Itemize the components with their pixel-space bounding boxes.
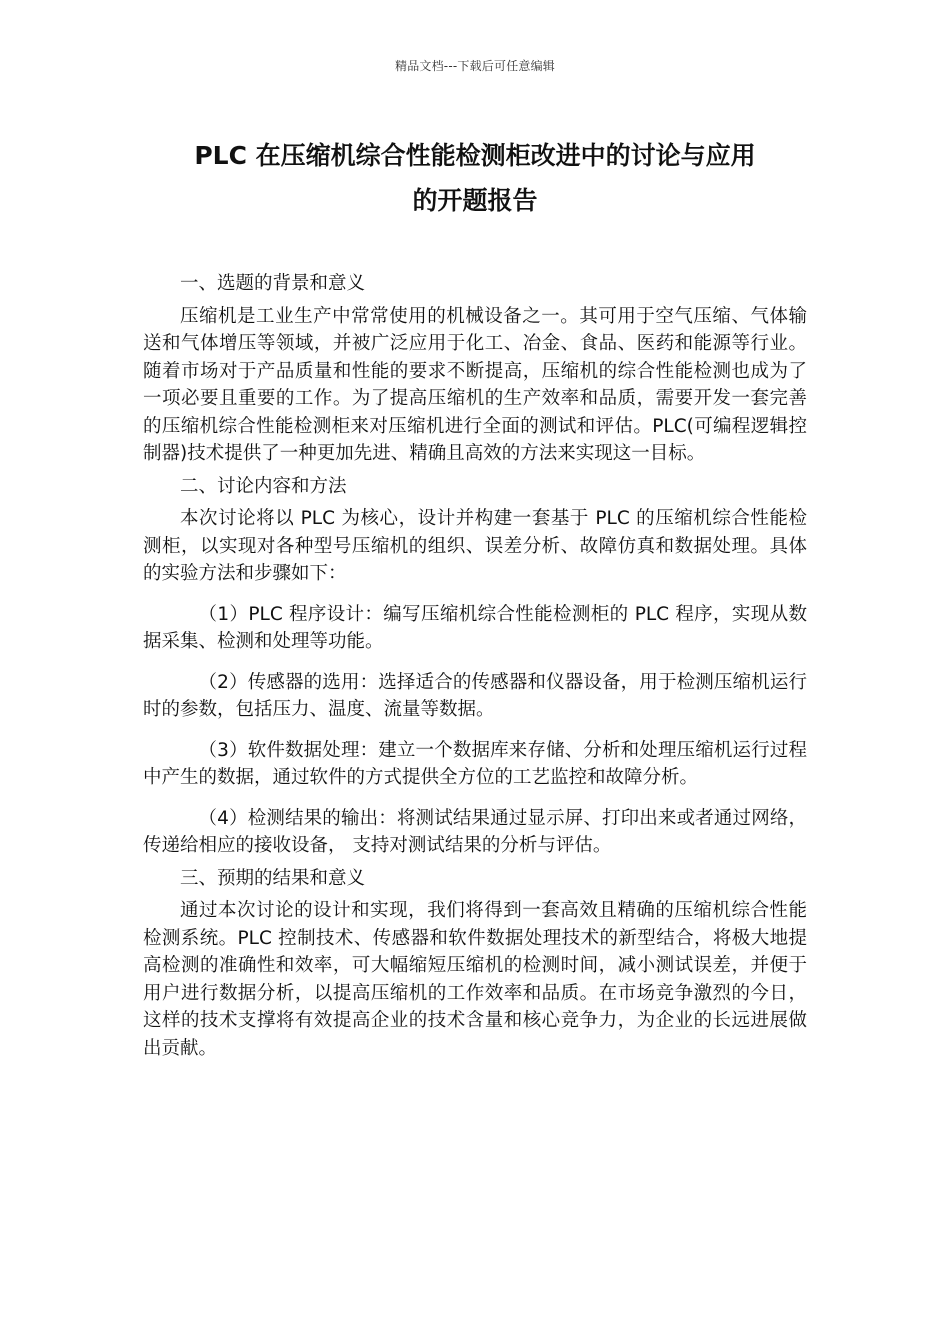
page-title [140, 133, 810, 223]
section-2-paragraph: 本次讨论将以 PLC 为核心，设计并构建一套基于 PLC 的压缩机综合性能检测柜，以实现对各种型号压缩机的组织、误差分析、故障仿真和数据处理。具体的实验方法和步骤如下： [143, 508, 807, 584]
step-2: （2）传感器的选用：选择适合的传感器和仪器设备，用于检测压缩机运行时的参数，包括压力、温度、流量等数据。 [143, 671, 807, 720]
document-body [143, 270, 807, 1067]
section-1-heading: 一、选题的背景和意义 [180, 273, 366, 294]
step-4: （4）检测结果的输出：将测试结果通过显示屏、打印出来或者通过网络，传递给相应的接收设备， 支持对测试结果的分析与评估。 [143, 807, 807, 856]
title-line-1: PLC 在压缩机综合性能检测柜改进中的讨论与应用 [194, 141, 756, 170]
header-note: 精品文档---下载后可任意编辑 [395, 59, 555, 73]
section-3-heading: 三、预期的结果和意义 [180, 867, 366, 889]
section-1-paragraph: 压缩机是工业生产中常常使用的机械设备之一。其可用于空气压缩、气体输送和气体增压等领域，并被广泛应用于化工、冶金、食品、医药和能源等行业。随着市场对于产品质量和性能的要求不断提高，压缩机的综合性能检测也成为了一项必要且重要的工作。为了提高压缩机的生产效率和品质，需要开发一套完善的压缩机综合性能检测柜来对压缩机进行全面的测试和评估。PLC(可编程逻辑控制器)技术提供了一种更加先进、精确且高效的方法来实现这一目标。 [143, 305, 807, 464]
step-1: （1）PLC 程序设计：编写压缩机综合性能检测柜的 PLC 程序，实现从数据采集、检测和处理等功能。 [143, 603, 807, 652]
section-2-heading: 二、讨论内容和方法 [180, 475, 347, 497]
title-line-2: 的开题报告 [412, 186, 538, 215]
section-3-paragraph: 通过本次讨论的设计和实现，我们将得到一套高效且精确的压缩机综合性能检测系统。PLC 控制技术、传感器和软件数据处理技术的新型结合，将极大地提高检测的准确性和效率，可大幅缩短压缩机的检测时间，减小测试误差，并便于用户进行数据分析，以提高压缩机的工作效率和品质。在市场竞争激烈的今日，这样的技术支撑将有效提高企业的技术含量和核心竞争力，为企业的长远进展做出贡献。 [143, 900, 807, 1059]
step-3: （3）软件数据处理：建立一个数据库来存储、分析和处理压缩机运行过程中产生的数据，通过软件的方式提供全方位的工艺监控和故障分析。 [143, 739, 807, 788]
